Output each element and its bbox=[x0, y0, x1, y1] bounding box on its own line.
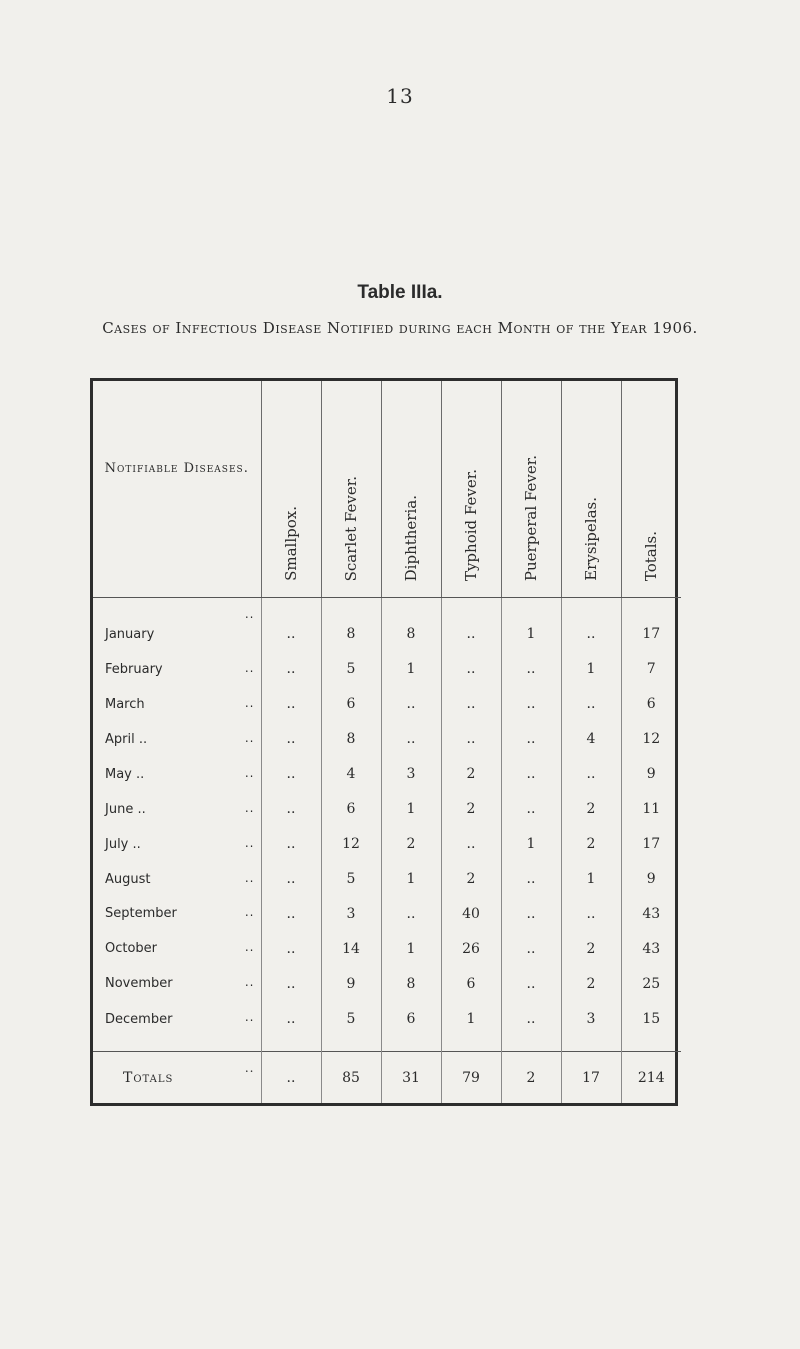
value-cell: 43 bbox=[621, 896, 681, 931]
header-row bbox=[93, 381, 681, 598]
table-row bbox=[93, 966, 681, 1001]
value-cell: .. bbox=[441, 598, 501, 653]
value-cell: .. bbox=[261, 722, 321, 757]
col-header bbox=[561, 381, 621, 598]
value-cell: .. bbox=[381, 722, 441, 757]
month-cell bbox=[93, 1001, 261, 1051]
table-row bbox=[93, 931, 681, 966]
value-cell: .. bbox=[501, 931, 561, 966]
total-cell: 214 bbox=[621, 1052, 681, 1103]
leader-dots: .. bbox=[244, 607, 255, 621]
value-cell: 2 bbox=[441, 792, 501, 827]
month-label: October bbox=[105, 941, 158, 957]
value-cell: .. bbox=[501, 966, 561, 1001]
value-cell: 5 bbox=[321, 652, 381, 687]
totals-row bbox=[93, 1052, 681, 1103]
value-cell: 1 bbox=[381, 652, 441, 687]
value-cell: 15 bbox=[621, 1001, 681, 1051]
leader-dots: .. bbox=[244, 905, 255, 920]
value-cell: .. bbox=[501, 722, 561, 757]
table-row bbox=[93, 598, 681, 653]
table-row bbox=[93, 792, 681, 827]
col-header-label: Typhoid Fever. bbox=[462, 468, 480, 581]
leader-dots: .. bbox=[244, 1010, 255, 1025]
value-cell: .. bbox=[501, 792, 561, 827]
value-cell: .. bbox=[261, 896, 321, 931]
value-cell: 40 bbox=[441, 896, 501, 931]
value-cell: .. bbox=[441, 827, 501, 862]
total-cell: 85 bbox=[321, 1052, 381, 1103]
month-label: December bbox=[105, 1011, 173, 1027]
value-cell: .. bbox=[261, 792, 321, 827]
value-cell: 7 bbox=[621, 652, 681, 687]
value-cell: 26 bbox=[441, 931, 501, 966]
value-cell: 9 bbox=[321, 966, 381, 1001]
value-cell: .. bbox=[381, 687, 441, 722]
month-cell bbox=[93, 757, 261, 792]
value-cell: 12 bbox=[621, 722, 681, 757]
leader-dots: .. bbox=[244, 800, 255, 815]
value-cell: .. bbox=[441, 652, 501, 687]
value-cell: .. bbox=[561, 687, 621, 722]
value-cell: .. bbox=[261, 931, 321, 966]
disease-table bbox=[93, 381, 681, 1103]
value-cell: .. bbox=[501, 687, 561, 722]
table-row bbox=[93, 862, 681, 897]
month-cell bbox=[93, 827, 261, 862]
col-header-label: Puerperal Fever. bbox=[522, 454, 540, 581]
value-cell: .. bbox=[561, 598, 621, 653]
month-cell bbox=[93, 896, 261, 931]
total-cell: 31 bbox=[381, 1052, 441, 1103]
value-cell: .. bbox=[261, 966, 321, 1001]
month-label: March bbox=[105, 696, 145, 712]
leader-dots: .. bbox=[244, 940, 255, 955]
value-cell: .. bbox=[261, 687, 321, 722]
month-label: May .. bbox=[105, 766, 145, 782]
value-cell: 11 bbox=[621, 792, 681, 827]
value-cell: 1 bbox=[501, 827, 561, 862]
month-cell bbox=[93, 722, 261, 757]
total-cell: 17 bbox=[561, 1052, 621, 1103]
month-label: July .. bbox=[105, 836, 141, 852]
col-header-label: Totals. bbox=[642, 530, 661, 581]
col-header-label: Erysipelas. bbox=[582, 497, 600, 581]
value-cell: 14 bbox=[321, 931, 381, 966]
value-cell: 6 bbox=[381, 1001, 441, 1051]
value-cell: 4 bbox=[321, 757, 381, 792]
col-header-label: Diphtheria. bbox=[402, 494, 420, 581]
month-cell bbox=[93, 792, 261, 827]
value-cell: .. bbox=[561, 896, 621, 931]
value-cell: 43 bbox=[621, 931, 681, 966]
value-cell: 5 bbox=[321, 1001, 381, 1051]
value-cell: 17 bbox=[621, 827, 681, 862]
value-cell: .. bbox=[261, 862, 321, 897]
value-cell: 8 bbox=[381, 598, 441, 653]
leader-dots: .. bbox=[244, 695, 255, 710]
month-label: June .. bbox=[105, 801, 146, 817]
leader-dots: .. bbox=[244, 661, 255, 676]
month-cell bbox=[93, 862, 261, 897]
value-cell: 25 bbox=[621, 966, 681, 1001]
value-cell: .. bbox=[561, 757, 621, 792]
value-cell: 8 bbox=[321, 722, 381, 757]
value-cell: 12 bbox=[321, 827, 381, 862]
total-cell: 79 bbox=[441, 1052, 501, 1103]
table-row bbox=[93, 896, 681, 931]
value-cell: 1 bbox=[561, 862, 621, 897]
table-caption: Cases of Infectious Disease Notified during each Month of the Year 1906. bbox=[102, 319, 698, 337]
col-header-label: Smallpox. bbox=[282, 506, 300, 581]
value-cell: .. bbox=[261, 652, 321, 687]
table-row bbox=[93, 827, 681, 862]
value-cell: 2 bbox=[561, 931, 621, 966]
table-title: Table IIIa. bbox=[357, 282, 443, 303]
value-cell: 1 bbox=[381, 862, 441, 897]
col-header bbox=[381, 381, 441, 598]
value-cell: 8 bbox=[381, 966, 441, 1001]
value-cell: .. bbox=[261, 757, 321, 792]
leader-dots: .. bbox=[244, 1061, 255, 1076]
value-cell: 6 bbox=[321, 687, 381, 722]
value-cell: 5 bbox=[321, 862, 381, 897]
page-number: 13 bbox=[386, 84, 414, 108]
col-header bbox=[321, 381, 381, 598]
leader-dots: .. bbox=[244, 765, 255, 780]
month-label: January bbox=[105, 626, 155, 642]
table-row bbox=[93, 652, 681, 687]
value-cell: .. bbox=[501, 862, 561, 897]
value-cell: 8 bbox=[321, 598, 381, 653]
table-body bbox=[93, 598, 681, 1104]
leader-dots: .. bbox=[244, 975, 255, 990]
value-cell: 1 bbox=[501, 598, 561, 653]
table-row bbox=[93, 1001, 681, 1051]
month-label: February bbox=[105, 661, 163, 677]
value-cell: .. bbox=[441, 722, 501, 757]
value-cell: .. bbox=[501, 896, 561, 931]
month-label: April .. bbox=[105, 731, 148, 747]
value-cell: 2 bbox=[441, 862, 501, 897]
leader-dots: .. bbox=[244, 870, 255, 885]
total-cell: .. bbox=[261, 1052, 321, 1103]
table-row bbox=[93, 722, 681, 757]
month-label: November bbox=[105, 976, 173, 992]
month-label: August bbox=[105, 871, 151, 887]
value-cell: 1 bbox=[441, 1001, 501, 1051]
col-header bbox=[621, 381, 681, 598]
value-cell: .. bbox=[261, 598, 321, 653]
value-cell: 1 bbox=[381, 792, 441, 827]
value-cell: .. bbox=[261, 1001, 321, 1051]
value-cell: 3 bbox=[561, 1001, 621, 1051]
month-cell bbox=[93, 652, 261, 687]
value-cell: 2 bbox=[561, 827, 621, 862]
value-cell: 2 bbox=[381, 827, 441, 862]
month-label: September bbox=[105, 906, 177, 922]
col-header bbox=[501, 381, 561, 598]
value-cell: 17 bbox=[621, 598, 681, 653]
leader-dots: .. bbox=[244, 835, 255, 850]
value-cell: 2 bbox=[441, 757, 501, 792]
col-header bbox=[441, 381, 501, 598]
value-cell: 9 bbox=[621, 757, 681, 792]
value-cell: .. bbox=[501, 652, 561, 687]
totals-label-text: Totals bbox=[123, 1069, 174, 1086]
value-cell: .. bbox=[441, 687, 501, 722]
value-cell: .. bbox=[501, 1001, 561, 1051]
value-cell: 1 bbox=[561, 652, 621, 687]
month-cell bbox=[93, 931, 261, 966]
table-row bbox=[93, 757, 681, 792]
month-cell bbox=[93, 598, 261, 653]
leader-dots: .. bbox=[244, 730, 255, 745]
table-row bbox=[93, 687, 681, 722]
value-cell: 6 bbox=[621, 687, 681, 722]
disease-table-frame bbox=[90, 378, 678, 1106]
value-cell: 6 bbox=[441, 966, 501, 1001]
value-cell: 3 bbox=[381, 757, 441, 792]
col-header bbox=[261, 381, 321, 598]
value-cell: 2 bbox=[561, 966, 621, 1001]
totals-label bbox=[93, 1052, 261, 1103]
value-cell: 9 bbox=[621, 862, 681, 897]
value-cell: .. bbox=[501, 757, 561, 792]
value-cell: 2 bbox=[561, 792, 621, 827]
value-cell: 3 bbox=[321, 896, 381, 931]
month-cell bbox=[93, 966, 261, 1001]
value-cell: 6 bbox=[321, 792, 381, 827]
row-header: Notifiable Diseases. bbox=[93, 381, 261, 598]
value-cell: 4 bbox=[561, 722, 621, 757]
month-cell bbox=[93, 687, 261, 722]
value-cell: 1 bbox=[381, 931, 441, 966]
total-cell: 2 bbox=[501, 1052, 561, 1103]
col-header-label: Scarlet Fever. bbox=[342, 475, 360, 581]
value-cell: .. bbox=[381, 896, 441, 931]
value-cell: .. bbox=[261, 827, 321, 862]
